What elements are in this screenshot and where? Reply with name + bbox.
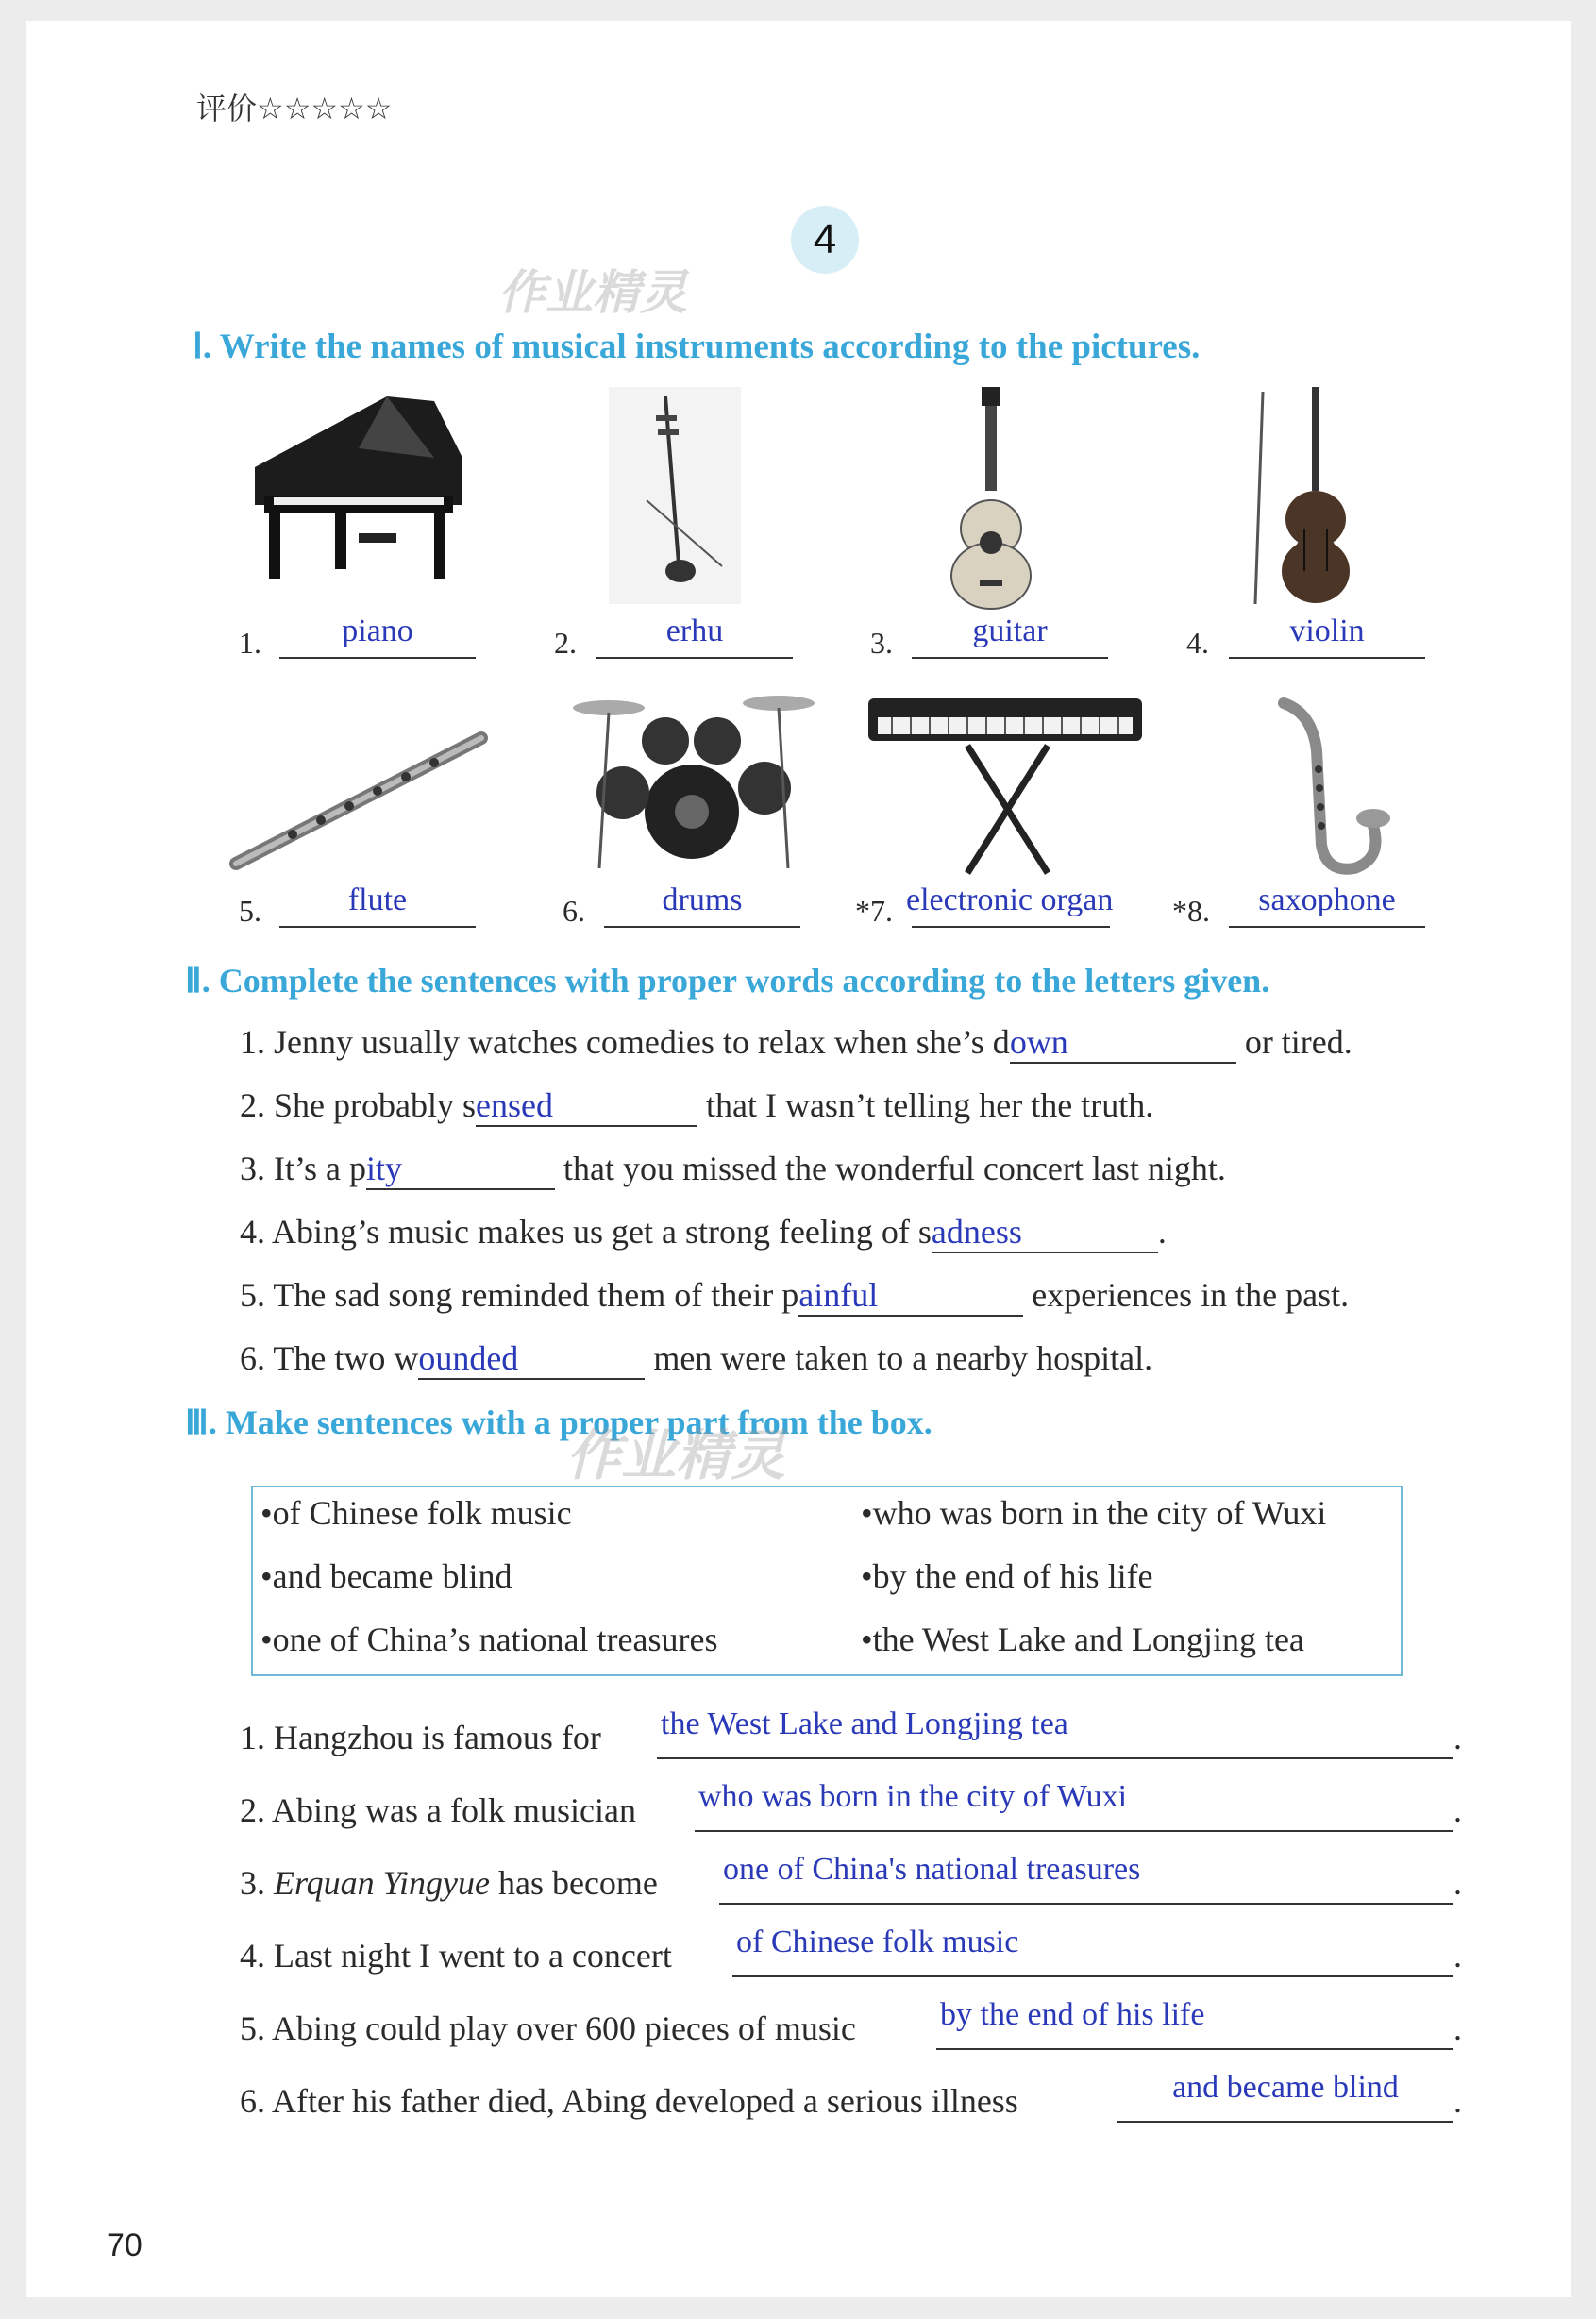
end-mark: . bbox=[1453, 2009, 1462, 2047]
box-option: •and became blind bbox=[260, 1557, 512, 1595]
piano-icon bbox=[245, 392, 472, 590]
answer-text: one of China's national treasures bbox=[723, 1852, 1141, 1887]
watermark: 作业精灵 bbox=[566, 1425, 786, 1487]
answer-electronic-organ: electronic organ bbox=[906, 882, 1114, 917]
saxophone-icon bbox=[1265, 694, 1397, 882]
end-mark: . bbox=[1453, 1719, 1462, 1756]
answer-drums: drums bbox=[662, 882, 743, 917]
electronic-organ-icon bbox=[864, 694, 1147, 878]
sentence-text: Abing’s music makes us get a strong feeling of s bbox=[272, 1213, 932, 1251]
answer-text: by the end of his life bbox=[940, 1997, 1205, 2032]
item-number: 2. bbox=[554, 626, 577, 660]
sentence-text: Last night I went to a concert bbox=[274, 1937, 672, 1975]
flute-icon bbox=[227, 727, 491, 878]
item-number: 1. bbox=[239, 626, 261, 660]
item-number: 6. bbox=[563, 894, 585, 928]
sentence-text: She probably s bbox=[274, 1086, 476, 1124]
sentence-text: The sad song reminded them of their p bbox=[273, 1276, 799, 1314]
sentence-text: It’s a p bbox=[274, 1150, 366, 1187]
answer-blank: ensed bbox=[476, 1085, 697, 1127]
sentence-row bbox=[240, 1936, 672, 1975]
end-mark: . bbox=[1453, 1864, 1462, 1902]
sentence-text: has become bbox=[497, 1864, 658, 1902]
sentence-row bbox=[240, 2008, 856, 2048]
answer-blank: own bbox=[1010, 1022, 1236, 1064]
box-option: •one of China’s national treasures bbox=[260, 1621, 718, 1658]
sentence-text: men were taken to a nearby hospital. bbox=[653, 1339, 1153, 1377]
sentence-text: that I wasn’t telling her the truth. bbox=[705, 1086, 1154, 1124]
song-title: Erquan Yingyue bbox=[274, 1864, 490, 1902]
sentence-row bbox=[240, 2081, 1018, 2121]
item-number: 6. bbox=[240, 1339, 265, 1377]
sentence-row bbox=[240, 1085, 1153, 1127]
item-number: 4. bbox=[1186, 626, 1209, 660]
item-number: *8. bbox=[1172, 894, 1210, 928]
answer-text: of Chinese folk music bbox=[736, 1924, 1019, 1959]
sentence-row bbox=[240, 1338, 1152, 1380]
end-mark: . bbox=[1453, 1791, 1462, 1829]
answer-saxophone: saxophone bbox=[1258, 882, 1396, 917]
answer-blank: ainful bbox=[798, 1275, 1023, 1317]
answer-text: who was born in the city of Wuxi bbox=[698, 1779, 1128, 1814]
answer-guitar: guitar bbox=[972, 613, 1048, 648]
rating-label: 评价☆☆☆☆☆ bbox=[196, 91, 393, 126]
sentence-row bbox=[240, 1212, 1167, 1253]
sentence-row bbox=[240, 1149, 1226, 1190]
item-number: *7. bbox=[855, 894, 893, 928]
drums-icon bbox=[571, 689, 816, 878]
answer-piano: piano bbox=[342, 613, 413, 648]
sentence-row bbox=[240, 1022, 1352, 1064]
item-number: 4. bbox=[240, 1213, 265, 1251]
box-option: •who was born in the city of Wuxi bbox=[861, 1494, 1327, 1532]
sentence-row bbox=[240, 1863, 658, 1903]
sentence-text: experiences in the past. bbox=[1032, 1276, 1350, 1314]
section-2-title: Ⅱ. Complete the sentences with proper words according to the letters given. bbox=[185, 962, 1270, 1000]
item-number: 3. bbox=[240, 1864, 265, 1902]
sentence-text: Abing could play over 600 pieces of music bbox=[272, 2009, 856, 2047]
end-mark: . bbox=[1453, 2082, 1462, 2120]
answer-flute: flute bbox=[347, 882, 408, 917]
answer-violin: violin bbox=[1289, 613, 1365, 648]
sentence-text: The two w bbox=[273, 1339, 419, 1377]
item-number: 3. bbox=[870, 626, 893, 660]
item-number: 1. bbox=[240, 1719, 265, 1756]
answer-text: and became blind bbox=[1172, 2070, 1399, 2105]
sentence-row bbox=[240, 1790, 636, 1830]
answer-text: the West Lake and Longjing tea bbox=[661, 1706, 1068, 1741]
item-number: 1. bbox=[240, 1023, 265, 1061]
guitar-icon bbox=[944, 387, 1038, 609]
item-number: 2. bbox=[240, 1086, 265, 1124]
item-number: 2. bbox=[240, 1791, 265, 1829]
answer-erhu: erhu bbox=[665, 613, 724, 648]
item-number: 5. bbox=[239, 894, 261, 928]
page-number: 70 bbox=[107, 2227, 143, 2263]
sentence-text: Hangzhou is famous for bbox=[274, 1719, 601, 1756]
item-number: 5. bbox=[240, 2009, 265, 2047]
sentence-text: that you missed the wonderful concert last night. bbox=[563, 1150, 1226, 1187]
erhu-icon bbox=[609, 387, 741, 604]
box-option: •the West Lake and Longjing tea bbox=[861, 1621, 1304, 1658]
box-option: •by the end of his life bbox=[861, 1557, 1153, 1595]
box-option: •of Chinese folk music bbox=[260, 1494, 572, 1532]
end-mark: . bbox=[1453, 1937, 1462, 1975]
sentence-text: or tired. bbox=[1244, 1023, 1352, 1061]
section-3-title: Ⅲ. Make sentences with a proper part from the box. bbox=[185, 1403, 932, 1441]
violin-icon bbox=[1246, 387, 1359, 609]
sentence-text: After his father died, Abing developed a serious illness bbox=[272, 2082, 1018, 2120]
sentence-text: . bbox=[1157, 1213, 1167, 1251]
answer-blank: adness bbox=[932, 1212, 1158, 1253]
sentence-text: Abing was a folk musician bbox=[272, 1791, 636, 1829]
item-number: 5. bbox=[240, 1276, 265, 1314]
answer-blank: ounded bbox=[418, 1338, 645, 1380]
sentence-text: Jenny usually watches comedies to relax when she’s d bbox=[274, 1023, 1010, 1061]
item-number: 6. bbox=[240, 2082, 265, 2120]
item-number: 4. bbox=[240, 1937, 265, 1975]
sentence-row bbox=[240, 1718, 601, 1757]
section-1-title: Ⅰ. Write the names of musical instruments according to the pictures. bbox=[193, 328, 1201, 366]
answer-blank: ity bbox=[366, 1149, 555, 1190]
watermark: 作业精灵 bbox=[498, 266, 687, 319]
unit-number-badge: 4 bbox=[791, 206, 859, 274]
sentence-row bbox=[240, 1275, 1349, 1317]
item-number: 3. bbox=[240, 1150, 265, 1187]
